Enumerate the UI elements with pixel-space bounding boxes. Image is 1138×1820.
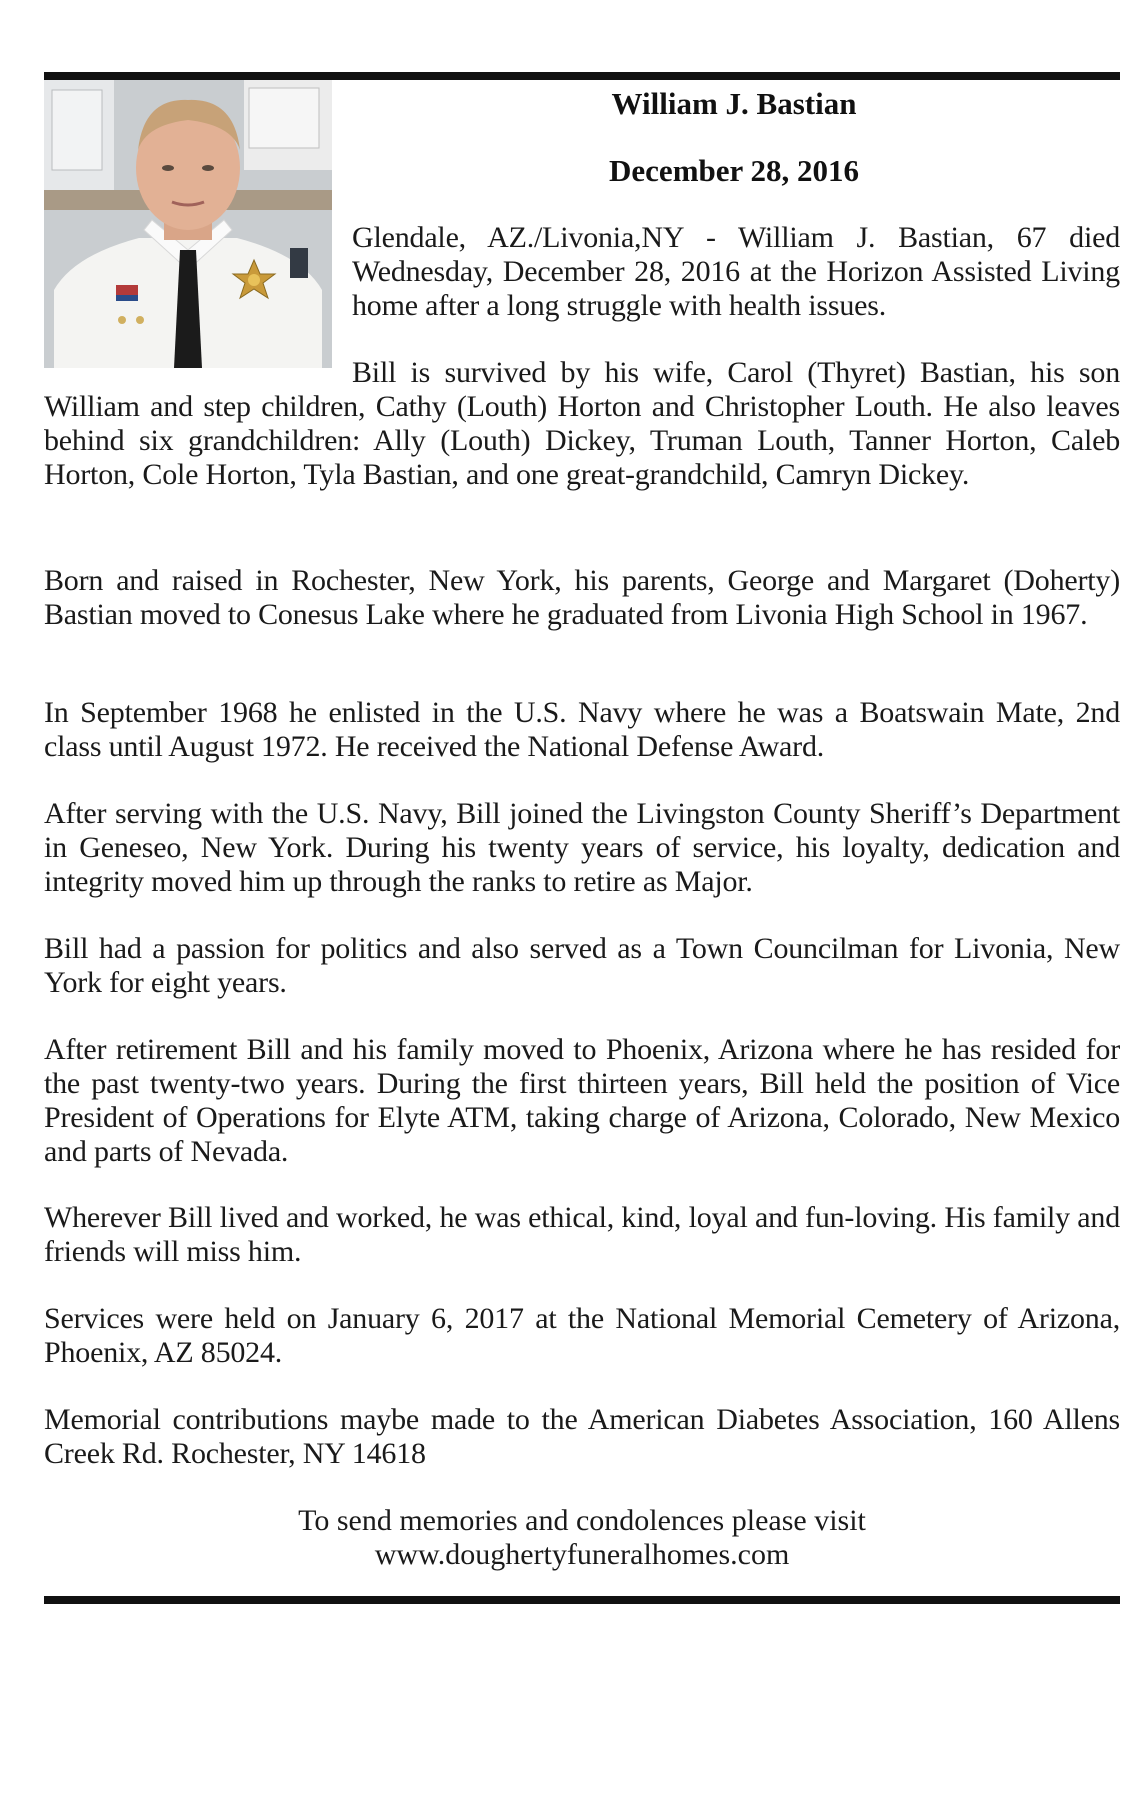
politics-paragraph: Bill had a passion for politics and also served as a Town Councilman for Livonia, New York for eight years. xyxy=(44,932,1120,999)
character-paragraph: Wherever Bill lived and worked, he was ethical, kind, loyal and fun-loving. His family and friends will miss him. xyxy=(44,1201,1120,1268)
survived-paragraph: William and step children, Cathy (Louth) Horton and Christopher Louth. He also leaves behind six grandchildren: Ally (Louth) Dickey, Truman Louth, Tanner Horton, Caleb Horton, Cole Horton, Tyla Bastian, and one great-grandchild, Camryn Dickey. xyxy=(44,390,1120,491)
top-rule xyxy=(44,72,1120,80)
services-paragraph: Services were held on January 6, 2017 at the National Memorial Cemetery of Arizona, Phoenix, AZ 85024. xyxy=(44,1302,1120,1369)
portrait-photo xyxy=(44,80,332,368)
memorial-paragraph: Memorial contributions maybe made to the American Diabetes Association, 160 Allens Creek Rd. Rochester, NY 14618 xyxy=(44,1403,1120,1470)
intro-paragraph: Glendale, AZ./Livonia,NY - William J. Bastian, 67 died Wednesday, December 28, 2016 at the Horizon Assisted Living home after a long struggle with health issues. xyxy=(352,221,1120,322)
condolences-text: To send memories and condolences please visit xyxy=(298,1504,866,1537)
retirement-paragraph: After retirement Bill and his family moved to Phoenix, Arizona where he has resided for the past twenty-two years. During the first thirteen years, Bill held the position of Vice President of Operations for Elyte ATM, taking charge of Arizona, Colorado, New Mexico and parts of Nevada. xyxy=(44,1033,1120,1168)
deceased-name: William J. Bastian xyxy=(611,86,857,121)
condolences-note xyxy=(44,1504,1120,1572)
date-of-death: December 28, 2016 xyxy=(609,153,859,188)
bottom-rule xyxy=(44,1596,1120,1604)
sheriff-paragraph: After serving with the U.S. Navy, Bill joined the Livingston County Sheriff’s Department in Geneseo, New York. During his twenty years of service, his loyalty, dedication and integrity moved him up through the ranks to retire as Major. xyxy=(44,797,1120,898)
born-paragraph: Born and raised in Rochester, New York, his parents, George and Margaret (Doherty) Bastian moved to Conesus Lake where he graduated from Livonia High School in 1967. xyxy=(44,564,1120,631)
funeral-home-website[interactable]: www.doughertyfuneralhomes.com xyxy=(374,1538,790,1571)
navy-paragraph: In September 1968 he enlisted in the U.S. Navy where he was a Boatswain Mate, 2nd class until August 1972. He received the National Defense Award. xyxy=(44,696,1120,763)
survived-paragraph-first-line: Bill is survived by his wife, Carol (Thyret) Bastian, his son xyxy=(352,356,1120,389)
